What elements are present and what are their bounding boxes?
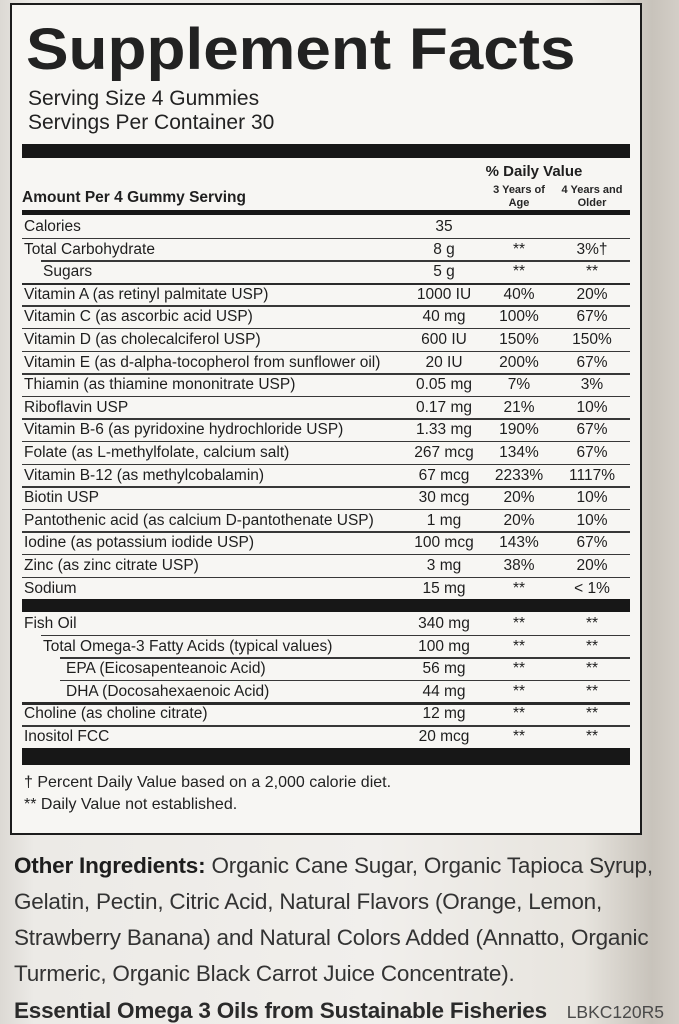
- cell-name: Zinc (as zinc citrate USP): [24, 556, 199, 574]
- cell-amount: 3 mg: [426, 556, 462, 574]
- cell-amount: 20 IU: [425, 353, 463, 371]
- footnotes: [24, 772, 630, 817]
- dv-column-3-years: 3 Years of Age: [493, 184, 545, 209]
- table-row: [22, 657, 630, 680]
- cell-amount: 12 mg: [422, 705, 466, 723]
- footer-line: [14, 998, 670, 1024]
- table-row: [22, 464, 630, 487]
- cell-amount: 100 mg: [418, 637, 470, 655]
- table-row: [22, 702, 630, 725]
- cell-name: Vitamin C (as ascorbic acid USP): [24, 308, 253, 326]
- cell-dv2: 10%: [576, 398, 608, 416]
- cell-name: Riboflavin USP: [24, 398, 129, 416]
- table-row: [22, 283, 630, 306]
- nutrients-table-section-2: [22, 612, 630, 748]
- other-ingredients-text: Organic Cane Sugar, Organic Tapioca Syrup, Gelatin, Pectin, Citric Acid, Natural Flavors (Orange, Lemon, Strawberry Banana) and Natural Colors Added (Annatto, Organic Turmeric, Organic Black Carrot Juice Concentrate).: [14, 853, 653, 986]
- cell-name: Pantothenic acid (as calcium D-pantothenate USP): [24, 511, 374, 529]
- cell-name: Iodine (as potassium iodide USP): [24, 534, 255, 552]
- table-row: [22, 486, 630, 509]
- cell-dv1: 21%: [503, 398, 535, 416]
- cell-name: Folate (as L-methylfolate, calcium salt): [24, 443, 290, 461]
- cell-dv1: **: [512, 615, 526, 633]
- cell-dv1: **: [512, 637, 526, 655]
- table-row: [22, 680, 630, 703]
- table-row: [22, 396, 630, 419]
- cell-amount: 30 mcg: [418, 489, 470, 507]
- table-row: [22, 215, 630, 238]
- cell-dv1: 150%: [499, 330, 539, 348]
- cell-dv1: 7%: [507, 376, 531, 394]
- footnote-daily-value: † Percent Daily Value based on a 2,000 calorie diet.: [24, 773, 392, 791]
- daily-value-columns: [484, 184, 630, 210]
- cell-amount: 267 mcg: [414, 443, 474, 461]
- nutrients-table-section-1: [22, 215, 630, 599]
- cell-name: Thiamin (as thiamine mononitrate USP): [24, 376, 296, 394]
- dv-column-4-years: 4 Years and Older: [561, 184, 623, 209]
- cell-dv2: 67%: [576, 308, 608, 326]
- table-row: [22, 531, 630, 554]
- cell-dv2: 3%†: [576, 240, 608, 258]
- cell-amount: 1000 IU: [416, 285, 472, 303]
- cell-dv1: 38%: [503, 556, 535, 574]
- cell-name: Sugars: [43, 263, 93, 281]
- table-header: [22, 158, 630, 210]
- cell-name: Biotin USP: [24, 489, 99, 507]
- cell-amount: 0.05 mg: [415, 376, 472, 394]
- cell-dv1: **: [512, 240, 526, 258]
- cell-name: Calories: [24, 218, 81, 235]
- cell-dv2: **: [585, 637, 599, 655]
- cell-dv2: 1117%: [569, 466, 615, 484]
- cell-dv1: 100%: [499, 308, 539, 326]
- cell-dv2: 10%: [576, 511, 608, 529]
- table-row: [22, 509, 630, 532]
- cell-amount: 0.17 mg: [415, 398, 472, 416]
- serving-size: Serving Size 4 Gummies: [28, 87, 260, 110]
- cell-name: Total Omega-3 Fatty Acids (typical values): [43, 637, 333, 655]
- cell-amount: 5 g: [433, 263, 455, 281]
- cell-name: EPA (Eicosapenteanoic Acid): [66, 660, 266, 678]
- cell-dv1: **: [512, 263, 526, 281]
- cell-name: Sodium: [24, 579, 77, 597]
- cell-name: Vitamin B-12 (as methylcobalamin): [24, 466, 265, 484]
- cell-dv2: 3%: [580, 376, 604, 394]
- cell-dv2: 67%: [576, 534, 608, 552]
- footnote-not-established: ** Daily Value not established.: [24, 796, 238, 814]
- cell-amount: 100 mcg: [414, 534, 474, 552]
- table-row: [22, 328, 630, 351]
- cell-dv2: 67%: [576, 443, 608, 461]
- amount-per-serving-header: Amount Per 4 Gummy Serving: [22, 189, 246, 206]
- lot-code: LBKC120R5: [566, 1002, 664, 1022]
- cell-amount: 1 mg: [426, 511, 462, 529]
- panel-title: Supplement Facts: [26, 17, 576, 82]
- cell-dv1: 134%: [499, 443, 539, 461]
- thick-divider-bottom: [22, 748, 630, 765]
- cell-name: Fish Oil: [24, 615, 77, 633]
- table-row: [22, 238, 630, 261]
- cell-amount: 20 mcg: [418, 728, 470, 746]
- servings-per-container: Servings Per Container 30: [28, 111, 275, 134]
- daily-value-header: % Daily Value: [485, 163, 583, 180]
- cell-dv1: **: [512, 579, 526, 597]
- cell-dv2: 20%: [576, 285, 608, 303]
- sustainability-claim: Essential Omega 3 Oils from Sustainable Fisheries: [14, 998, 547, 1023]
- cell-dv2: 20%: [576, 556, 608, 574]
- table-row: [22, 635, 630, 658]
- cell-dv2: 150%: [572, 330, 612, 348]
- table-row: [22, 554, 630, 577]
- cell-name: Vitamin D (as cholecalciferol USP): [24, 330, 261, 348]
- cell-dv2: **: [585, 682, 599, 700]
- cell-dv2: **: [585, 705, 599, 723]
- cell-dv2: **: [585, 615, 599, 633]
- cell-dv2: < 1%: [574, 579, 610, 597]
- cell-dv1: 20%: [503, 489, 535, 507]
- cell-dv2: 67%: [576, 353, 608, 371]
- cell-amount: 56 mg: [422, 660, 466, 678]
- thick-divider-top: [22, 144, 630, 158]
- cell-dv1: **: [512, 705, 526, 723]
- cell-dv1: **: [512, 728, 526, 746]
- thick-divider-middle: [22, 599, 630, 612]
- cell-dv2: **: [585, 660, 599, 678]
- cell-amount: 600 IU: [421, 330, 467, 348]
- table-row: [22, 418, 630, 441]
- cell-amount: 35: [435, 218, 453, 235]
- supplement-facts-panel: [10, 3, 642, 835]
- cell-dv2: **: [585, 728, 599, 746]
- cell-name: Total Carbohydrate: [24, 240, 155, 258]
- table-row: [22, 577, 630, 600]
- cell-dv1: 190%: [499, 421, 539, 439]
- table-row: [22, 260, 630, 283]
- cell-dv1: **: [512, 682, 526, 700]
- other-ingredients-label: Other Ingredients:: [14, 853, 206, 878]
- table-row: [22, 725, 630, 748]
- cell-dv2: 67%: [576, 421, 608, 439]
- cell-amount: 340 mg: [418, 615, 470, 633]
- cell-name: Vitamin E (as d-alpha-tocopherol from sunflower oil): [24, 353, 381, 371]
- cell-name: Vitamin B-6 (as pyridoxine hydrochloride USP): [24, 421, 344, 439]
- label-bottom-text: [14, 848, 670, 1024]
- cell-amount: 67 mcg: [418, 466, 470, 484]
- cell-name: Inositol FCC: [24, 728, 110, 746]
- cell-dv1: **: [512, 660, 526, 678]
- cell-dv1: 2233%: [494, 466, 544, 484]
- cell-amount: 44 mg: [422, 682, 466, 700]
- table-row: [22, 305, 630, 328]
- cell-name: DHA (Docosahexaenoic Acid): [66, 682, 270, 700]
- table-row: [22, 441, 630, 464]
- cell-dv1: 143%: [499, 534, 539, 552]
- cell-name: Choline (as choline citrate): [24, 705, 208, 723]
- table-row: [22, 351, 630, 374]
- cell-name: Vitamin A (as retinyl palmitate USP): [24, 285, 269, 303]
- other-ingredients: [14, 848, 670, 992]
- cell-dv1: 200%: [499, 353, 539, 371]
- cell-dv1: 40%: [503, 285, 535, 303]
- cell-dv1: 20%: [503, 511, 535, 529]
- cell-amount: 40 mg: [422, 308, 466, 326]
- cell-amount: 15 mg: [422, 579, 466, 597]
- cell-dv2: **: [585, 263, 599, 281]
- table-row: [22, 373, 630, 396]
- table-row: [22, 612, 630, 635]
- cell-amount: 8 g: [433, 240, 455, 258]
- cell-amount: 1.33 mg: [415, 421, 472, 439]
- cell-dv2: 10%: [576, 489, 608, 507]
